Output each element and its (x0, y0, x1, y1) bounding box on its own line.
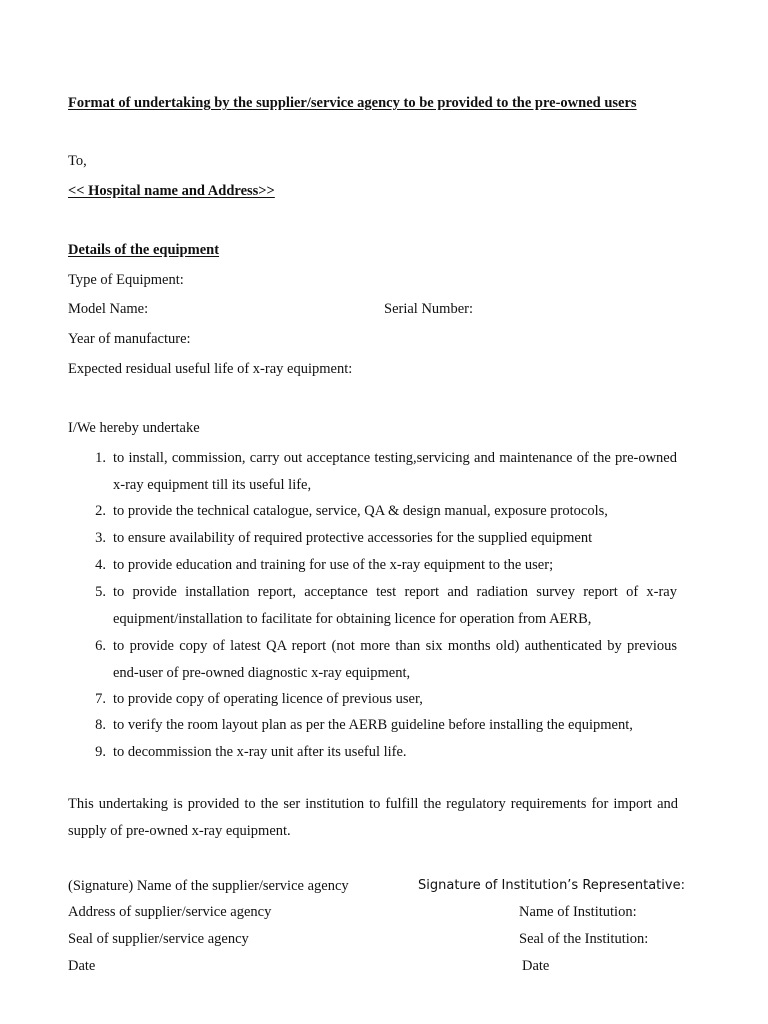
list-item-number: 2. (95, 503, 106, 519)
list-item-number: 7. (95, 691, 106, 707)
supplier-address-label: Address of supplier/service agency (68, 904, 272, 920)
list-item-number: 4. (95, 557, 106, 573)
institution-date-label: Date (522, 958, 550, 974)
list-item-number: 5. (95, 584, 106, 600)
equipment-type-label: Type of Equipment: (68, 272, 184, 288)
equipment-heading: Details of the equipment (68, 242, 220, 258)
list-item-number: 3. (95, 530, 106, 546)
supplier-seal-label: Seal of supplier/service agency (68, 931, 249, 947)
list-item-text: to provide copy of operating licence of previous user, (113, 691, 423, 707)
list-item-text: to provide copy of latest QA report (not more than six months old) authenticated by previous end-user of pre-owned diagnostic x-ray equipment, (113, 638, 677, 681)
institution-name-label: Name of Institution: (519, 904, 637, 920)
to-label: To, (68, 153, 87, 169)
list-item-text: to ensure availability of required protective accessories for the supplied equipment (113, 530, 593, 546)
residual-life-label: Expected residual useful life of x-ray equipment: (68, 361, 353, 377)
list-item-text: to decommission the x-ray unit after its useful life. (113, 744, 407, 760)
institution-seal-label: Seal of the Institution: (519, 931, 649, 947)
model-name-label: Model Name: (68, 301, 149, 317)
list-item-number: 1. (95, 450, 106, 466)
supplier-date-label: Date (68, 958, 96, 974)
list-item-text: to install, commission, carry out acceptance testing,servicing and maintenance of the pre-owned x-ray equipment till its useful life, (113, 450, 677, 493)
list-item-text: to provide education and training for use of the x-ray equipment to the user; (113, 557, 554, 573)
undertake-intro: I/We hereby undertake (68, 420, 200, 436)
hospital-placeholder: << Hospital name and Address>> (68, 183, 275, 199)
list-item-text: to provide the technical catalogue, service, QA & design manual, exposure protocols, (113, 503, 608, 519)
list-item-number: 9. (95, 744, 106, 760)
list-item-number: 8. (95, 717, 106, 733)
list-item-number: 6. (95, 638, 106, 654)
document-title: Format of undertaking by the supplier/service agency to be provided to the pre-owned users (68, 95, 637, 111)
closing-paragraph: This undertaking is provided to the ser institution to fulfill the regulatory requirements for import and supply of pre-owned x-ray equipment. (68, 796, 678, 839)
serial-number-label: Serial Number: (384, 301, 473, 317)
institution-signature-label: Signature of Institution’s Representative: (418, 878, 685, 893)
list-item-text: to provide installation report, acceptance test report and radiation survey report of x-ray equipment/installation to facilitate for obtaining licence for operation from AERB, (113, 584, 677, 627)
year-label: Year of manufacture: (68, 331, 191, 347)
supplier-signature-label: (Signature) Name of the supplier/service agency (68, 878, 349, 894)
list-item-text: to verify the room layout plan as per the AERB guideline before installing the equipment, (113, 717, 633, 733)
